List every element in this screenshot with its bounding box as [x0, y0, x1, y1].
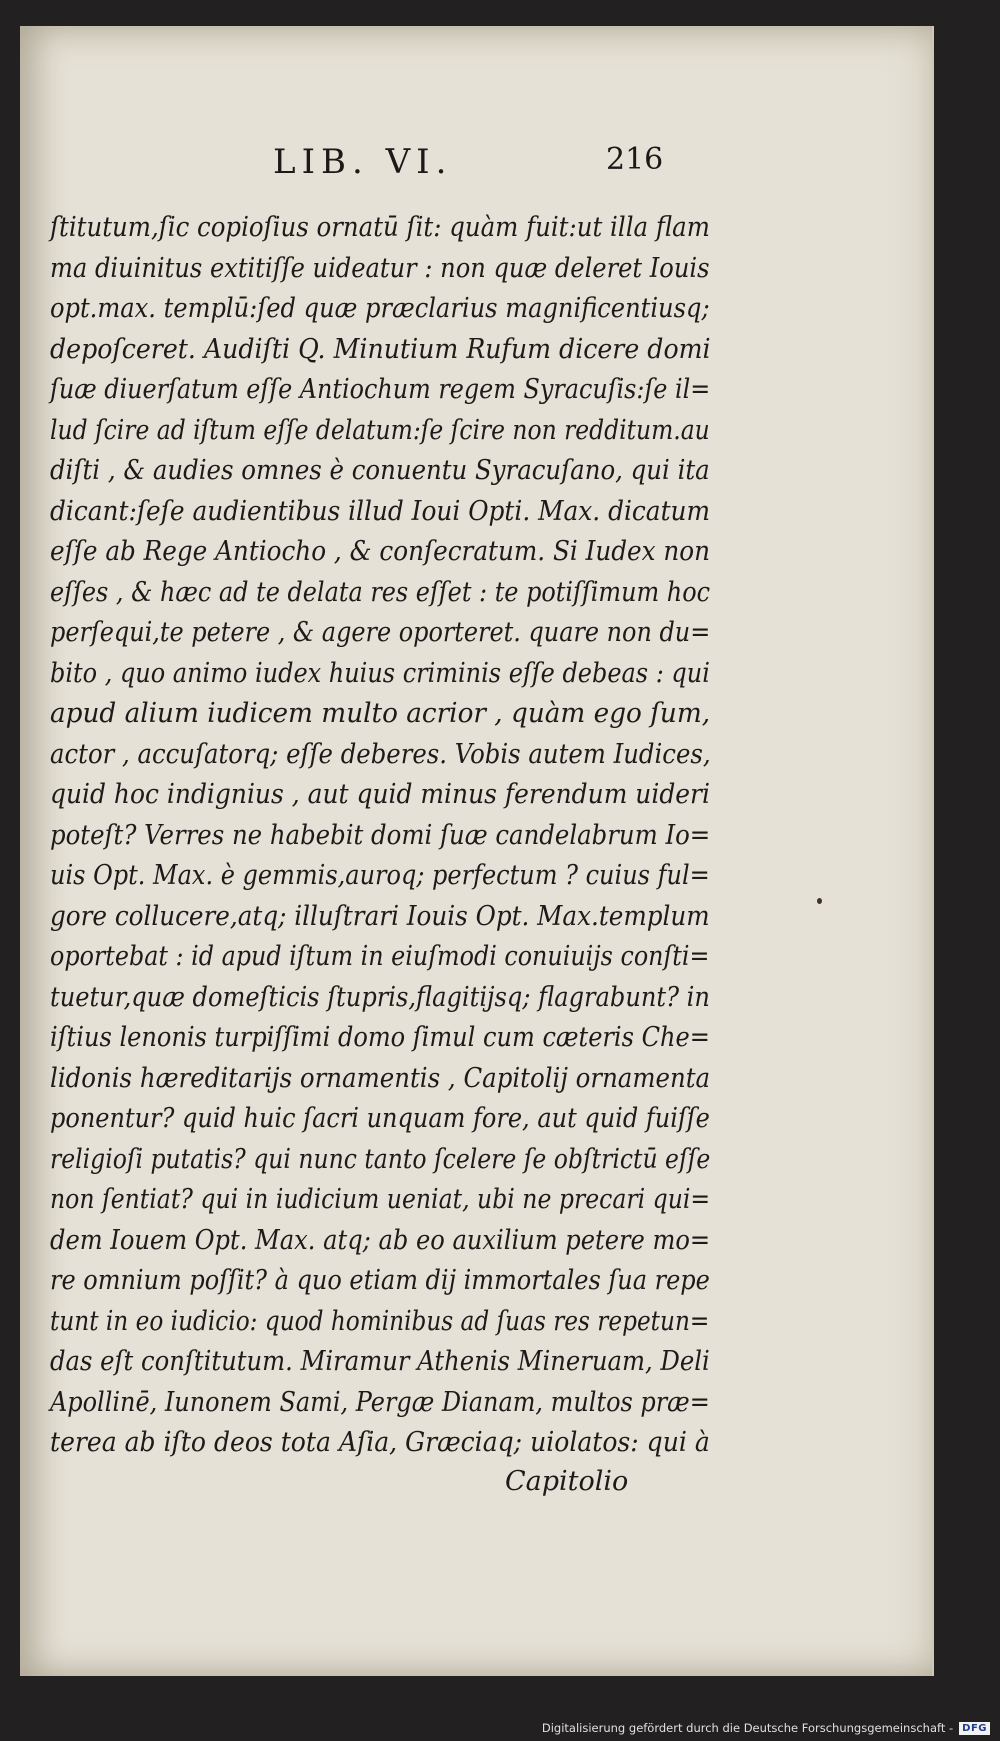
text-line: Apollinē, Iunonem Sami, Pergæ Dianam, multos præ=	[50, 1386, 710, 1418]
text-line: terea ab iſto deos tota Aſia, Græciaq; uiolatos: qui à	[50, 1427, 710, 1458]
digitization-footer	[542, 1721, 990, 1735]
running-title: LIB. VI.	[273, 142, 453, 182]
text-line: lidonis hæreditarijs ornamentis , Capitolij ornamenta	[50, 1062, 711, 1094]
catchword: Capitolio	[505, 1466, 629, 1497]
text-line: perſequi,te petere , & agere oporteret. quare non du=	[50, 617, 711, 648]
text-line: ſuæ diuerſatum eſſe Antiochum regem Syracuſis:ſe il=	[50, 374, 711, 405]
digitization-credit: Digitalisierung gefördert durch die Deutsche Forschungsgemeinschaft -	[541, 1721, 954, 1735]
page-header	[20, 142, 932, 202]
text-line: iſtius lenonis turpiſſimi domo ſimul cum cæteris Che=	[50, 1022, 710, 1053]
text-line: dem Iouem Opt. Max. atq; ab eo auxilium petere mo=	[50, 1224, 711, 1256]
paper-speck	[817, 898, 822, 904]
text-line: uis Opt. Max. è gemmis,auroq; perfectum ? cuius ful=	[50, 860, 710, 891]
text-line: poteſt? Verres ne habebit domi ſuæ candelabrum Io=	[50, 819, 711, 851]
text-line: bito , quo animo iudex huius criminis eſſe debeas : qui	[50, 657, 710, 689]
text-line: quid hoc indignius , aut quid minus ferendum uideri	[50, 779, 710, 810]
text-line: re omnium poſſit? à quo etiam dij immortales ſua repe	[50, 1265, 710, 1296]
text-line: apud alium iudicem multo acrior , quàm ego ſum,	[50, 698, 711, 729]
text-line: tuetur,quæ domeſticis ſtupris,flagitijsq; flagrabunt? in	[50, 981, 710, 1013]
text-line: ponentur? quid huic ſacri unquam fore, aut quid fuiſſe	[50, 1103, 710, 1134]
text-line: non ſentiat? qui in iudicium ueniat, ubi ne precari qui=	[50, 1184, 711, 1215]
text-line: ſtitutum,ſic copioſius ornatū ſit: quàm fuit:ut illa flam	[50, 212, 710, 243]
text-line: depoſceret. Audiſti Q. Minutium Rufum dicere domi	[50, 333, 711, 365]
text-line: opt.max. templū:ſed quæ præclarius magnificentiusq;	[50, 293, 710, 324]
dfg-logo: DFG	[959, 1722, 990, 1735]
text-line: religioſi putatis? qui nunc tanto ſcelere ſe obſtrictū eſſe	[50, 1143, 711, 1175]
text-line: eſſes , & hæc ad te delata res eſſet : te potiſſimum hoc	[50, 576, 711, 608]
text-line: das eſt conſtitutum. Miramur Athenis Mineruam, Deli	[50, 1346, 710, 1377]
text-line: actor , accuſatorq; eſſe deberes. Vobis autem Iudices,	[50, 738, 711, 770]
text-line: oportebat : id apud iſtum in eiuſmodi conuiuijs conſti=	[50, 941, 710, 972]
text-line: gore collucere,atq; illuſtrari Iouis Opt. Max.templum	[50, 900, 710, 932]
body-text	[50, 208, 710, 1464]
text-line: ma diuinitus extitiſſe uideatur : non quæ deleret Iouis	[50, 252, 710, 284]
text-line: lud ſcire ad iſtum eſſe delatum:ſe ſcire non redditum.au	[50, 414, 710, 446]
text-line: tunt in eo iudicio: quod hominibus ad ſuas res repetun=	[50, 1305, 710, 1337]
text-line: dicant:ſeſe audientibus illud Ioui Opti. Max. dicatum	[50, 495, 711, 527]
text-line: diſti , & audies omnes è conuentu Syracuſano, qui ita	[50, 455, 710, 486]
text-line: eſſe ab Rege Antiocho , & conſecratum. Si Iudex non	[50, 536, 711, 567]
page-number: 216	[606, 142, 664, 177]
book-page	[20, 26, 934, 1676]
